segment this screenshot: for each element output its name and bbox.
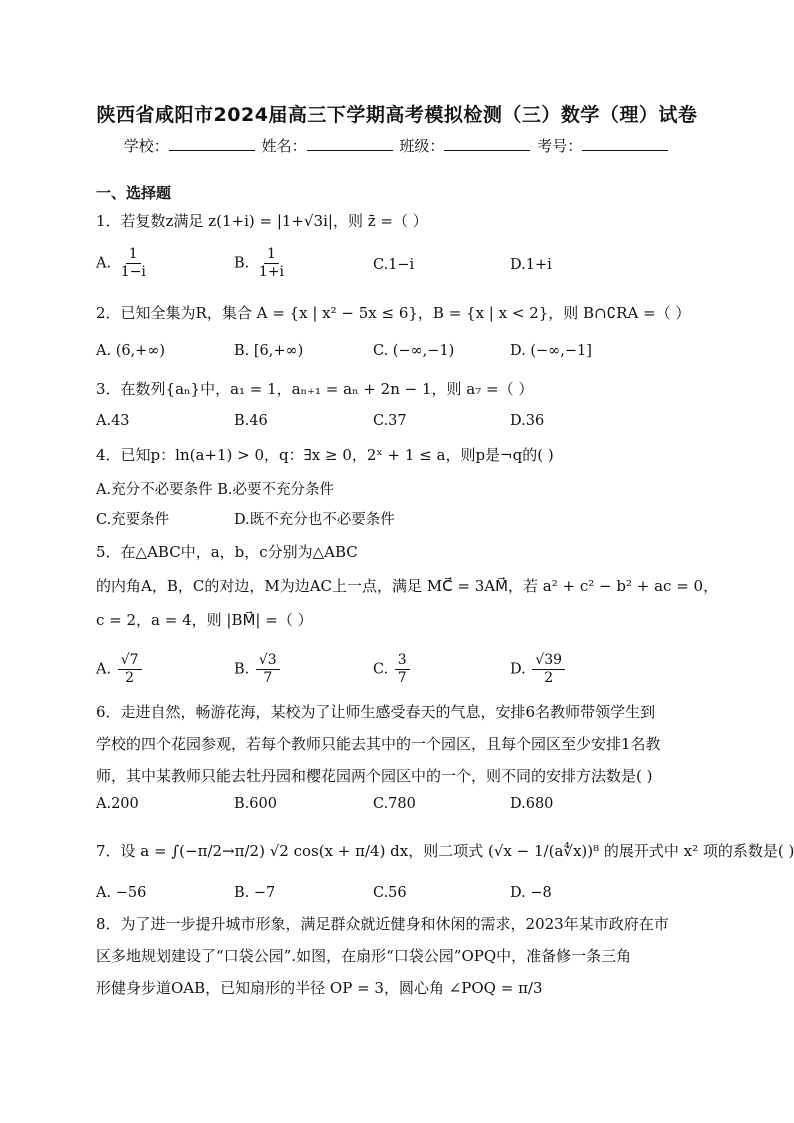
exam-number-blank[interactable]: [582, 136, 668, 151]
q2-option-d[interactable]: D. (−∞,−1]: [510, 343, 592, 359]
q1-option-b[interactable]: B. $\frac{1}{1+i}$: [234, 246, 287, 281]
q1-stem: 1．若复数z满足 z(1+i) = |1+√3i|，则 z̄ =（ ）: [96, 212, 428, 230]
exam-number-label: 考号：: [537, 137, 583, 155]
q3-option-c[interactable]: C.37: [373, 413, 407, 429]
q3-option-a[interactable]: A.43: [96, 413, 130, 429]
q7-option-d[interactable]: D. −8: [510, 885, 552, 901]
q2-stem: 2．已知全集为R，集合 A = {x | x² − 5x ≤ 6}，B = {x | x < 2}，则 B∩∁RA =（ ）: [96, 304, 691, 322]
q2-options: [96, 343, 696, 373]
q4-options: [96, 478, 395, 538]
q1-option-c[interactable]: C.1−i: [373, 257, 415, 273]
name-label: 姓名：: [261, 137, 307, 155]
q3-option-b[interactable]: B.46: [234, 413, 268, 429]
exam-title: 陕西省咸阳市2024届高三下学期高考模拟检测（三）数学（理）试卷: [96, 104, 698, 126]
q3-stem: 3．在数列{aₙ}中，a₁ = 1，aₙ₊₁ = aₙ + 2n − 1，则 a₇ =（ ）: [96, 380, 534, 398]
name-blank[interactable]: [307, 136, 393, 151]
q5-line-1: 5．在△ABC中，a，b，c分别为△ABC: [96, 543, 358, 561]
fraction: $\frac{√3}{7}$: [256, 652, 280, 687]
school-blank[interactable]: [169, 136, 255, 151]
q4-option-d[interactable]: D.既不充分也不必要条件: [234, 512, 395, 528]
q6-option-d[interactable]: D.680: [510, 796, 554, 812]
fraction: $\frac{1}{1-i}$: [120, 246, 146, 280]
q4-option-c[interactable]: C.充要条件: [96, 512, 170, 528]
q5-options: [96, 652, 696, 686]
fraction: $\frac{√39}{2}$: [532, 652, 565, 687]
q8-stem: 8．为了进一步提升城市形象，满足群众就近健身和休闲的需求，2023年某市政府在市 区多地规划建设了“口袋公园”.如图，在扇形“口袋公园”OPQ中，准备修一条三角 形健身步道OAB，已知扇形的半径 OP = 3，圆心角 ∠POQ = π/3: [96, 915, 669, 997]
q6-option-c[interactable]: C.780: [373, 796, 416, 812]
q5-line-2: 的内角A，B，C的对边，M为边AC上一点，满足 MC⃗ = 3AM⃗，若 a² + c² − b² + ac = 0，: [96, 577, 719, 595]
q7-option-b[interactable]: B. −7: [234, 885, 276, 901]
q3-option-d[interactable]: D.36: [510, 413, 545, 429]
q6-options: [96, 796, 696, 826]
q7-option-a[interactable]: A. −56: [96, 885, 147, 901]
fraction: $\frac{√7}{2}$: [118, 652, 142, 687]
school-label: 学校：: [123, 137, 169, 155]
q5-option-b[interactable]: B. $\frac{√3}{7}$: [234, 652, 280, 687]
class-label: 班级：: [399, 137, 445, 155]
q1-option-d[interactable]: D.1+i: [510, 257, 552, 273]
q5-option-d[interactable]: D. $\frac{√39}{2}$: [510, 652, 565, 687]
fraction: $\frac{3}{7}$: [395, 652, 410, 687]
q4-option-b[interactable]: B.必要不充分条件: [217, 482, 334, 498]
q5-option-a[interactable]: A. $\frac{√7}{2}$: [96, 652, 142, 687]
q2-option-a[interactable]: A. (6,+∞): [96, 343, 166, 359]
q5-option-c[interactable]: C. $\frac{3}{7}$: [373, 652, 410, 687]
q6-stem: 6．走进自然，畅游花海，某校为了让师生感受春天的气息，安排6名教师带领学生到 学校的四个花园参观，若每个教师只能去其中的一个园区，且每个园区至少安排1名教 师，其中某教师只能去牡丹园和樱花园两个园区中的一个，则不同的安排方法数是( ): [96, 703, 661, 785]
q4-option-a[interactable]: A.充分不必要条件: [96, 482, 213, 498]
fraction: $\frac{1}{1+i}$: [258, 246, 284, 280]
q7-stem: 7．设 a = ∫(−π/2→π/2) √2 cos(x + π/4) dx，则二项式 (√x − 1/(a∜x))⁸ 的展开式中 x² 项的系数是( ): [96, 842, 794, 860]
q1-options: [96, 246, 696, 280]
q5-line-3: c = 2，a = 4，则 |BM⃗| =（ ）: [96, 611, 313, 629]
q7-option-c[interactable]: C.56: [373, 885, 407, 901]
q2-option-c[interactable]: C. (−∞,−1): [373, 343, 455, 359]
q1-option-a[interactable]: A. $\frac{1}{1-i}$: [96, 246, 149, 281]
section-heading: 一、选择题: [96, 184, 172, 202]
student-info-row: [0, 135, 794, 156]
q2-option-b[interactable]: B. [6,+∞): [234, 343, 304, 359]
q3-options: [96, 413, 696, 443]
q6-option-b[interactable]: B.600: [234, 796, 277, 812]
class-blank[interactable]: [444, 136, 530, 151]
q6-option-a[interactable]: A.200: [96, 796, 139, 812]
q4-stem: 4．已知p：ln(a+1) > 0，q：∃x ≥ 0，2ˣ + 1 ≤ a，则p是¬q的( ): [96, 446, 554, 464]
